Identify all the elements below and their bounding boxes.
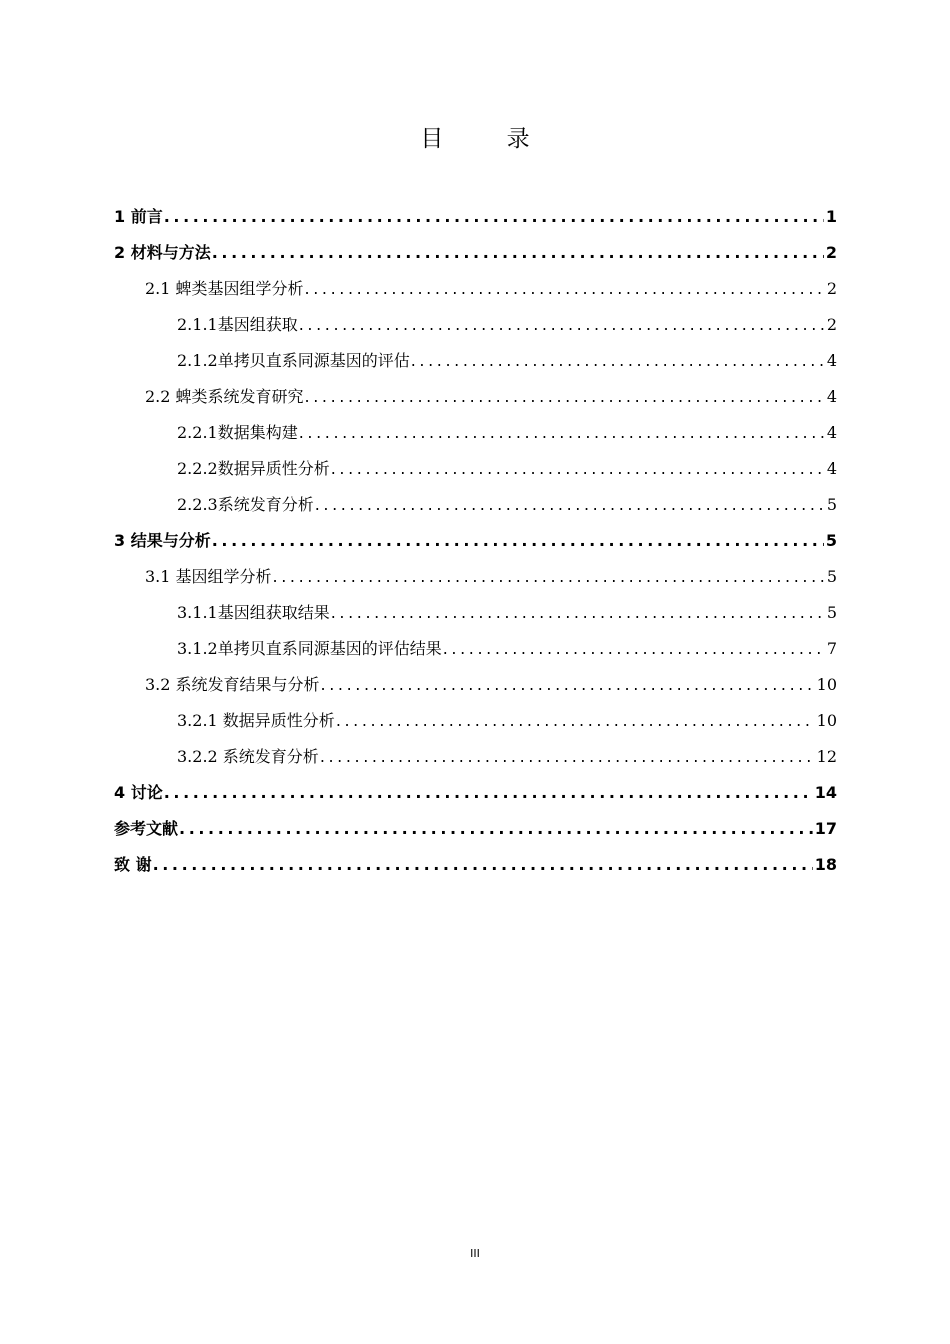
table-of-contents: [114, 199, 837, 883]
toc-entry[interactable]: [114, 523, 837, 559]
toc-entry-page: 4: [826, 423, 837, 442]
toc-entry-page: 4: [826, 459, 837, 478]
toc-entry-page: 10: [816, 675, 837, 694]
toc-leader-dots: [299, 307, 825, 343]
toc-leader-dots: [299, 415, 825, 451]
toc-entry-label: 3.1.1基因组获取结果: [177, 603, 330, 622]
toc-entry-label: 3 结果与分析: [114, 531, 211, 550]
toc-entry[interactable]: [114, 379, 837, 415]
toc-leader-dots: [321, 667, 815, 703]
toc-entry-page: 4: [826, 387, 837, 406]
toc-entry[interactable]: [114, 451, 837, 487]
toc-leader-dots: [320, 739, 815, 775]
toc-entry-page: 12: [816, 747, 837, 766]
toc-entry[interactable]: [114, 559, 837, 595]
toc-entry-page: 4: [826, 351, 837, 370]
toc-entry[interactable]: [114, 487, 837, 523]
toc-entry-label: 2.1.1基因组获取: [177, 315, 298, 334]
toc-entry-label: 3.1 基因组学分析: [145, 567, 272, 586]
page-number: III: [470, 1247, 480, 1260]
toc-leader-dots: [315, 487, 825, 523]
toc-entry-label: 参考文献: [114, 819, 179, 838]
toc-entry[interactable]: [114, 739, 837, 775]
toc-entry-label: 2.1.2单拷贝直系同源基因的评估: [177, 351, 410, 370]
toc-entry[interactable]: [114, 811, 837, 847]
toc-entry-page: 14: [814, 783, 837, 802]
toc-entry[interactable]: [114, 343, 837, 379]
toc-leader-dots: [411, 343, 825, 379]
toc-entry-label: 2.2.3系统发育分析: [177, 495, 314, 514]
toc-entry-label: 2.1 蜱类基因组学分析: [145, 279, 304, 298]
toc-entry[interactable]: [114, 775, 837, 811]
toc-entry-page: 5: [826, 603, 837, 622]
toc-entry-page: 2: [826, 279, 837, 298]
toc-entry-page: 5: [826, 495, 837, 514]
toc-leader-dots: [336, 703, 815, 739]
toc-entry-label: 2.2 蜱类系统发育研究: [145, 387, 304, 406]
toc-entry[interactable]: [114, 415, 837, 451]
toc-entry[interactable]: [114, 847, 837, 883]
toc-entry-page: 2: [825, 243, 837, 262]
toc-entry[interactable]: [114, 271, 837, 307]
toc-leader-dots: [153, 847, 813, 883]
toc-entry-page: 1: [825, 207, 837, 226]
toc-leader-dots: [212, 523, 824, 559]
toc-entry-page: 10: [816, 711, 837, 730]
toc-entry[interactable]: [114, 235, 837, 271]
toc-entry-label: 致 谢: [114, 855, 152, 874]
toc-entry-label: 3.2.2 系统发育分析: [177, 747, 319, 766]
toc-entry-label: 2.2.2数据异质性分析: [177, 459, 330, 478]
toc-entry-page: 17: [814, 819, 837, 838]
toc-entry[interactable]: [114, 631, 837, 667]
toc-entry-label: 3.2.1 数据异质性分析: [177, 711, 335, 730]
toc-entry-label: 1 前言: [114, 207, 163, 226]
toc-entry-page: 5: [825, 531, 837, 550]
toc-entry-label: 2.2.1数据集构建: [177, 423, 298, 442]
toc-leader-dots: [273, 559, 825, 595]
toc-entry-page: 2: [826, 315, 837, 334]
toc-leader-dots: [179, 811, 813, 847]
toc-leader-dots: [443, 631, 825, 667]
page-title: 目 录: [420, 126, 558, 152]
toc-entry-label: 3.1.2单拷贝直系同源基因的评估结果: [177, 639, 442, 658]
toc-entry[interactable]: [114, 667, 837, 703]
toc-entry-page: 5: [826, 567, 837, 586]
toc-entry[interactable]: [114, 595, 837, 631]
toc-leader-dots: [305, 379, 825, 415]
toc-entry-page: 18: [814, 855, 837, 874]
toc-entry[interactable]: [114, 307, 837, 343]
toc-leader-dots: [331, 451, 825, 487]
toc-leader-dots: [331, 595, 825, 631]
toc-leader-dots: [212, 235, 824, 271]
toc-entry-label: 2 材料与方法: [114, 243, 211, 262]
toc-entry-page: 7: [826, 639, 837, 658]
toc-leader-dots: [305, 271, 825, 307]
toc-entry[interactable]: [114, 703, 837, 739]
toc-leader-dots: [164, 199, 824, 235]
toc-leader-dots: [164, 775, 813, 811]
toc-entry[interactable]: [114, 199, 837, 235]
toc-entry-label: 4 讨论: [114, 783, 163, 802]
toc-entry-label: 3.2 系统发育结果与分析: [145, 675, 320, 694]
